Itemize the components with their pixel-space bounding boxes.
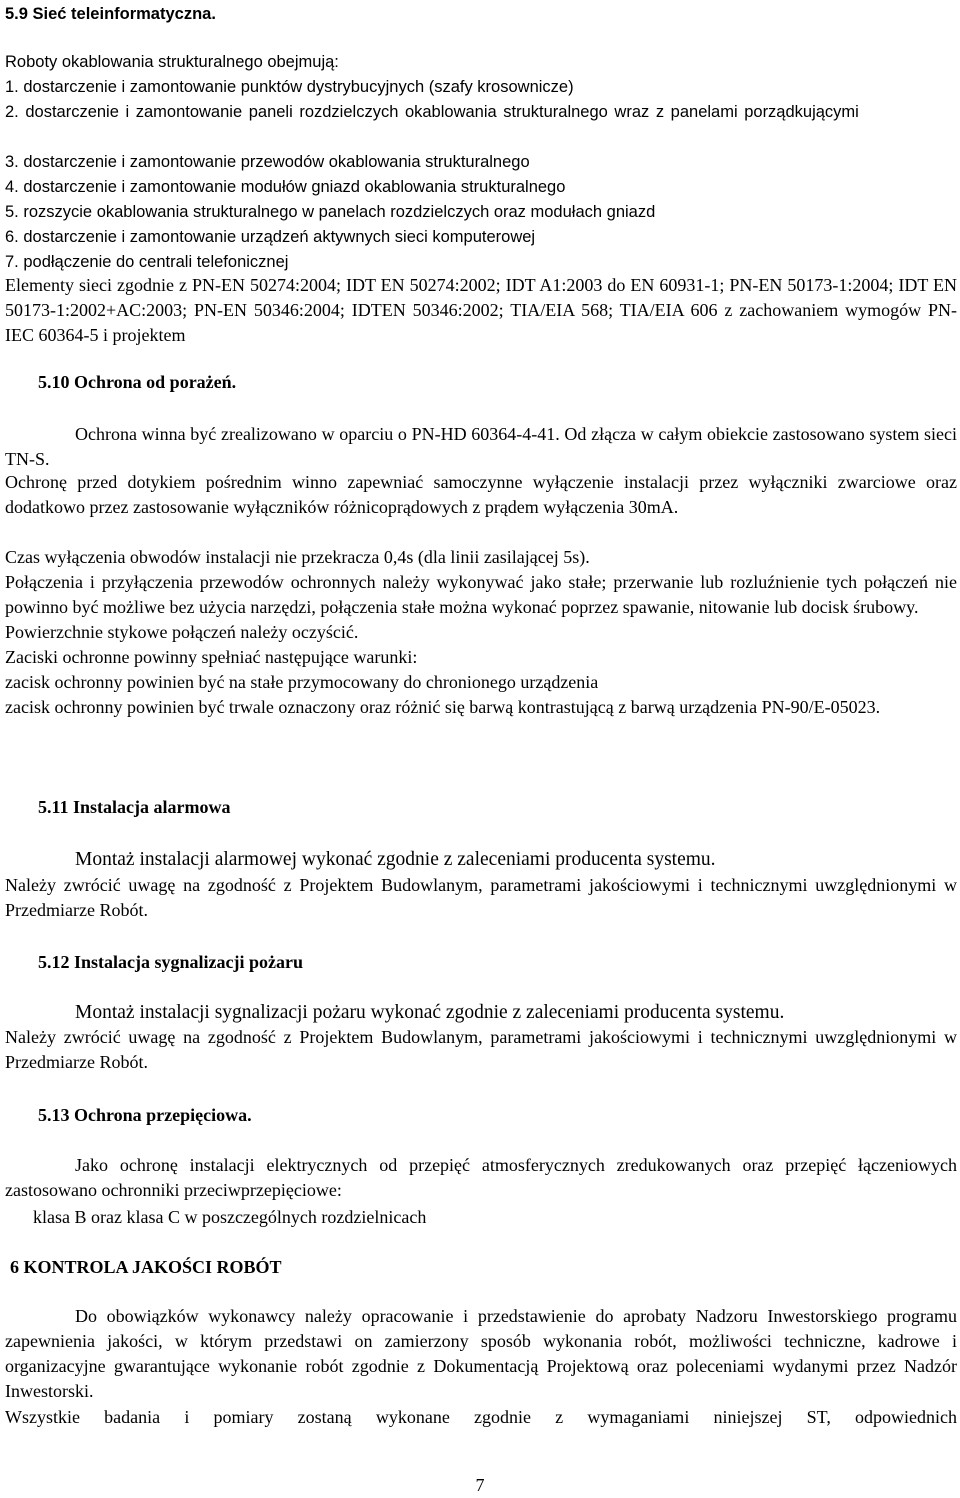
protection-paragraph-3: Czas wyłączenia obwodów instalacji nie przekracza 0,4s (dla linii zasilającej 5s). (5, 547, 590, 567)
network-item-3: 3. dostarczenie i zamontowanie przewodów okablowania strukturalnego (5, 153, 530, 171)
network-item-7: 7. podłączenie do centrali telefonicznej (5, 253, 289, 271)
quality-paragraph-1: Do obowiązków wykonawcy należy opracowanie i przedstawienie do aprobaty Nadzoru Inwestorskiego programu zapewnienia jakości, w którym przedstawi on zamierzony sposób wykonania robót, możliwości techniczne, kadrowe i organizacyjne gwarantujące wykonanie robót zgodnie z Dokumentacją Projektową oraz poleceniami wydanymi przez Nadzór Inwestorski. (5, 1306, 957, 1401)
network-standards: Elementy sieci zgodnie z PN-EN 50274:2004; IDT EN 50274:2002; IDT A1:2003 do EN 60931-1; PN-EN 50173-1:2004; IDT EN 50173-1:2002+AC:2003; PN-EN 50346:2004; IDTEN 50346:2002; TIA/EIA 568; TIA/EIA 606 z zachowaniem wymogów PN-IEC 60364-5 i projektem (5, 275, 957, 345)
protection-paragraph-1: Ochrona winna być zrealizowano w oparciu o PN-HD 60364-4-41. Od złącza w całym obiekcie zastosowano system sieci TN-S. (5, 424, 957, 469)
section-title-5-9: 5.9 Sieć teleinformatyczna. (5, 5, 216, 23)
protection-paragraph-5: Powierzchnie stykowe połączeń należy oczyścić. (5, 622, 359, 642)
quality-paragraph-2: Wszystkie badania i pomiary zostaną wykonane zgodnie z wymaganiami niniejszej ST, odpowiednich (5, 1407, 957, 1427)
page-number: 7 (475, 1475, 485, 1495)
network-intro: Roboty okablowania strukturalnego obejmują: (5, 53, 339, 71)
surge-classes: klasa B oraz klasa C w poszczególnych rozdzielnicach (33, 1207, 427, 1227)
section-heading-5-12: 5.12 Instalacja sygnalizacji pożaru (38, 952, 303, 972)
fire-lead: Montaż instalacji sygnalizacji pożaru wykonać zgodnie z zaleceniami producenta systemu. (75, 1002, 785, 1023)
alarm-lead: Montaż instalacji alarmowej wykonać zgodnie z zaleceniami producenta systemu. (75, 849, 716, 870)
protection-paragraph-6: Zaciski ochronne powinny spełniać następujące warunki: (5, 647, 418, 667)
surge-body: Jako ochronę instalacji elektrycznych od przepięć atmosferycznych zredukowanych oraz przepięć łączeniowych zastosowano ochronniki przeciwprzepięciowe: (5, 1155, 957, 1200)
fire-body: Należy zwrócić uwagę na zgodność z Projektem Budowlanym, parametrami jakościowymi i technicznymi uwzględnionymi w Przedmiarze Robót. (5, 1027, 957, 1072)
network-item-4: 4. dostarczenie i zamontowanie modułów gniazd okablowania strukturalnego (5, 178, 566, 196)
protection-paragraph-7: zacisk ochronny powinien być na stałe przymocowany do chronionego urządzenia (5, 672, 599, 692)
protection-paragraph-4: Połączenia i przyłączenia przewodów ochronnych należy wykonywać jako stałe; przerwanie lub rozluźnienie tych połączeń nie powinno być możliwe bez użycia narzędzi, połączenia stałe można wykonać poprzez spawanie, nitowanie lub docisk śrubowy. (5, 572, 957, 617)
section-heading-6: 6 KONTROLA JAKOŚCI ROBÓT (10, 1257, 282, 1277)
network-item-6: 6. dostarczenie i zamontowanie urządzeń aktywnych sieci komputerowej (5, 228, 536, 246)
section-heading-5-11: 5.11 Instalacja alarmowa (38, 797, 231, 817)
protection-paragraph-8: zacisk ochronny powinien być trwale oznaczony oraz różnić się barwą kontrastującą z barwą urządzenia PN-90/E-05023. (5, 697, 881, 717)
section-heading-5-10: 5.10 Ochrona od porażeń. (38, 372, 237, 392)
network-item-5: 5. rozszycie okablowania strukturalnego w panelach rozdzielczych oraz modułach gniazd (5, 203, 656, 221)
protection-paragraph-2: Ochronę przed dotykiem pośrednim winno zapewniać samoczynne wyłączenie instalacji przez wyłączniki zwarciowe oraz dodatkowo przez zastosowanie wyłączników różnicoprądowych z prądem wyłączenia 30mA. (5, 472, 957, 517)
network-item-2: 2. dostarczenie i zamontowanie paneli rozdzielczych okablowania strukturalnego wraz z panelami porządkującymi (5, 103, 859, 121)
alarm-body: Należy zwrócić uwagę na zgodność z Projektem Budowlanym, parametrami jakościowymi i technicznymi uwzględnionymi w Przedmiarze Robót. (5, 875, 957, 920)
network-item-1: 1. dostarczenie i zamontowanie punktów dystrybucyjnych (szafy krosownicze) (5, 78, 574, 96)
section-heading-5-13: 5.13 Ochrona przepięciowa. (38, 1105, 252, 1125)
